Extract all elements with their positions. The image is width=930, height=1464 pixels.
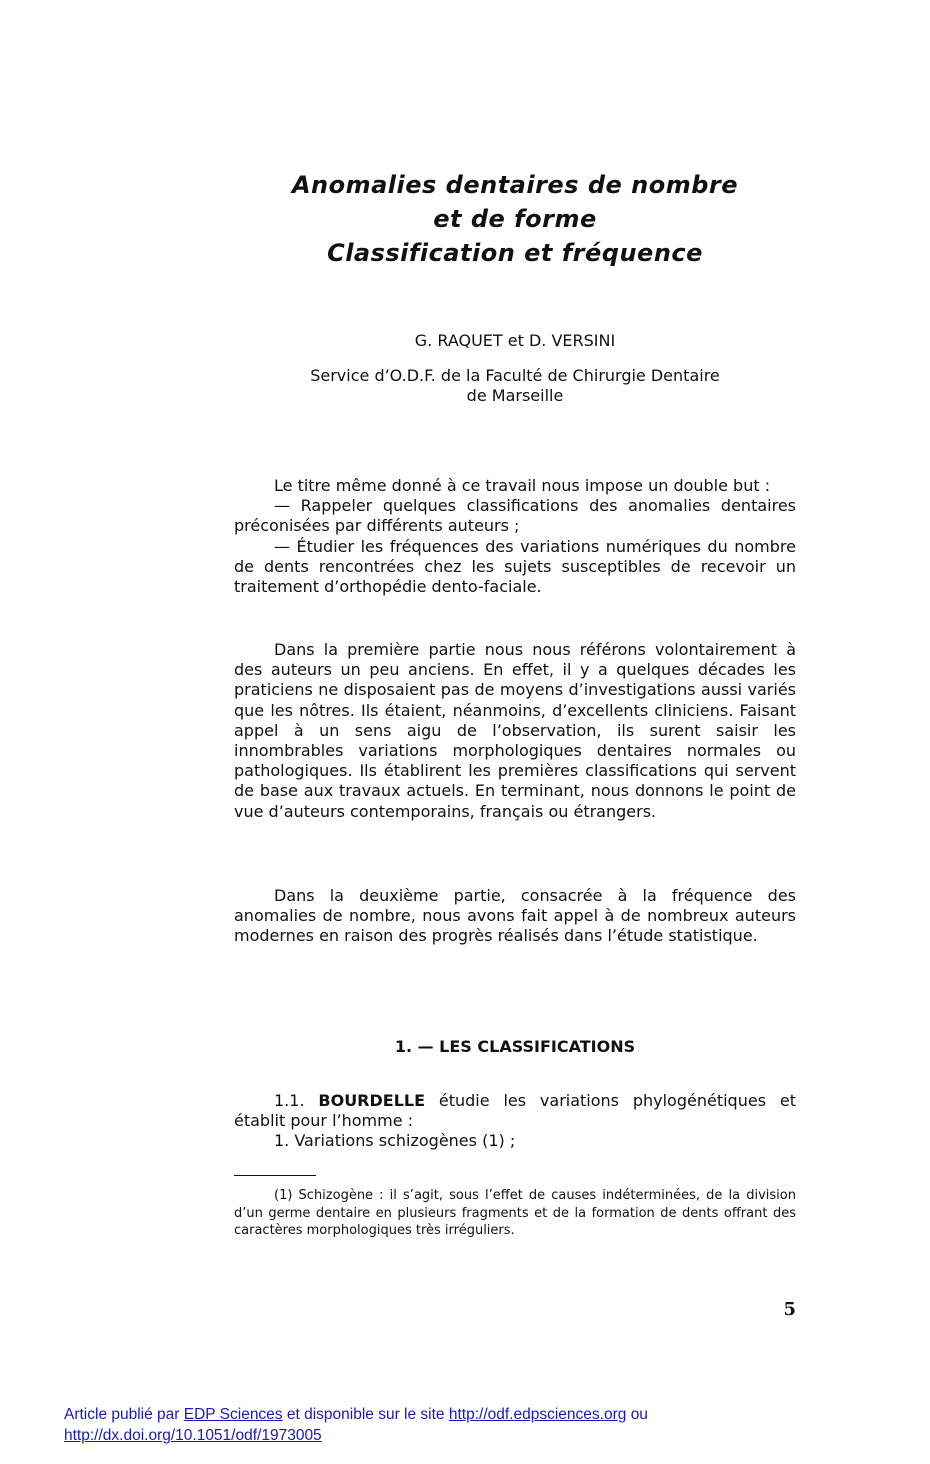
publication-suffix: ou bbox=[630, 1406, 648, 1423]
affiliation bbox=[234, 366, 796, 406]
doi-link[interactable]: http://dx.doi.org/10.1051/odf/1973005 bbox=[64, 1427, 322, 1444]
subsection-item-1: 1. Variations schizogènes (1) ; bbox=[274, 1131, 516, 1151]
intro-item-1: — Rappeler quelques classifications des anomalies dentaires préconisées par différents auteurs ; bbox=[234, 496, 796, 536]
site-link[interactable]: http://odf.edpsciences.org bbox=[448, 1406, 627, 1423]
publication-prefix: Article publié par bbox=[64, 1406, 180, 1423]
intro-block bbox=[234, 476, 796, 597]
intro-paragraph: Le titre même donné à ce travail nous impose un double but : bbox=[274, 476, 771, 495]
affiliation-line-1: Service d’O.D.F. de la Faculté de Chirurgie Dentaire bbox=[310, 366, 720, 385]
paragraph-second-part bbox=[234, 886, 796, 947]
footnote bbox=[234, 1187, 796, 1240]
subsection-paragraph bbox=[234, 1091, 796, 1131]
article-title bbox=[234, 168, 796, 270]
footnote-rule bbox=[234, 1175, 316, 1176]
publication-notice bbox=[64, 1404, 884, 1446]
title-line-2: et de forme bbox=[433, 205, 597, 233]
title-line-1: Anomalies dentaires de nombre bbox=[291, 171, 739, 199]
authors: G. RAQUET et D. VERSINI bbox=[414, 331, 616, 350]
footnote-text: (1) Schizogène : il s’agit, sous l’effet de causes indéterminées, de la division d’un germe dentaire en plusieurs fragments et de la formation de dents offrant des caractères morphologiques très irréguliers. bbox=[234, 1188, 796, 1238]
publisher-link[interactable]: EDP Sciences bbox=[183, 1406, 283, 1423]
affiliation-line-2: de Marseille bbox=[466, 386, 564, 405]
paragraph-text: Dans la deuxième partie, consacrée à la fréquence des anomalies de nombre, nous avons fait appel à de nombreux auteurs modernes en raison des progrès réalisés dans l’étude statistique. bbox=[234, 886, 796, 946]
subsection-block bbox=[234, 1091, 796, 1152]
publication-middle: et disponible sur le site bbox=[286, 1406, 445, 1423]
section-heading: 1. — LES CLASSIFICATIONS bbox=[394, 1037, 636, 1056]
subsection-author: BOURDELLE bbox=[318, 1091, 426, 1110]
page-number: 5 bbox=[783, 1299, 796, 1320]
paragraph-first-part bbox=[234, 640, 796, 822]
intro-item-2: — Étudier les fréquences des variations numériques du nombre de dents rencontrées chez les sujets susceptibles de recevoir un traitement d’orthopédie dento-faciale. bbox=[234, 536, 796, 597]
subsection-text: étudie les variations phylogénétiques et établit pour l’homme : bbox=[234, 1091, 796, 1131]
title-line-3: Classification et fréquence bbox=[327, 239, 703, 267]
subsection-number: 1.1. bbox=[274, 1091, 305, 1110]
paragraph-text: Dans la première partie nous nous référons volontairement à des auteurs un peu anciens. En effet, il y a quelques décades les praticiens ne disposaient pas de moyens d’investigations aussi variés que les nôtres. Ils étaient, néanmoins, d’excellents cliniciens. Faisant appel à un sens aigu de l’observation, ils surent saisir les innombrables variations morphologiques dentaires normales ou pathologiques. Ils établirent les premières classifications qui servent de base aux travaux actuels. En terminant, nous donnons le point de vue d’auteurs contemporains, français ou étrangers. bbox=[234, 640, 796, 821]
